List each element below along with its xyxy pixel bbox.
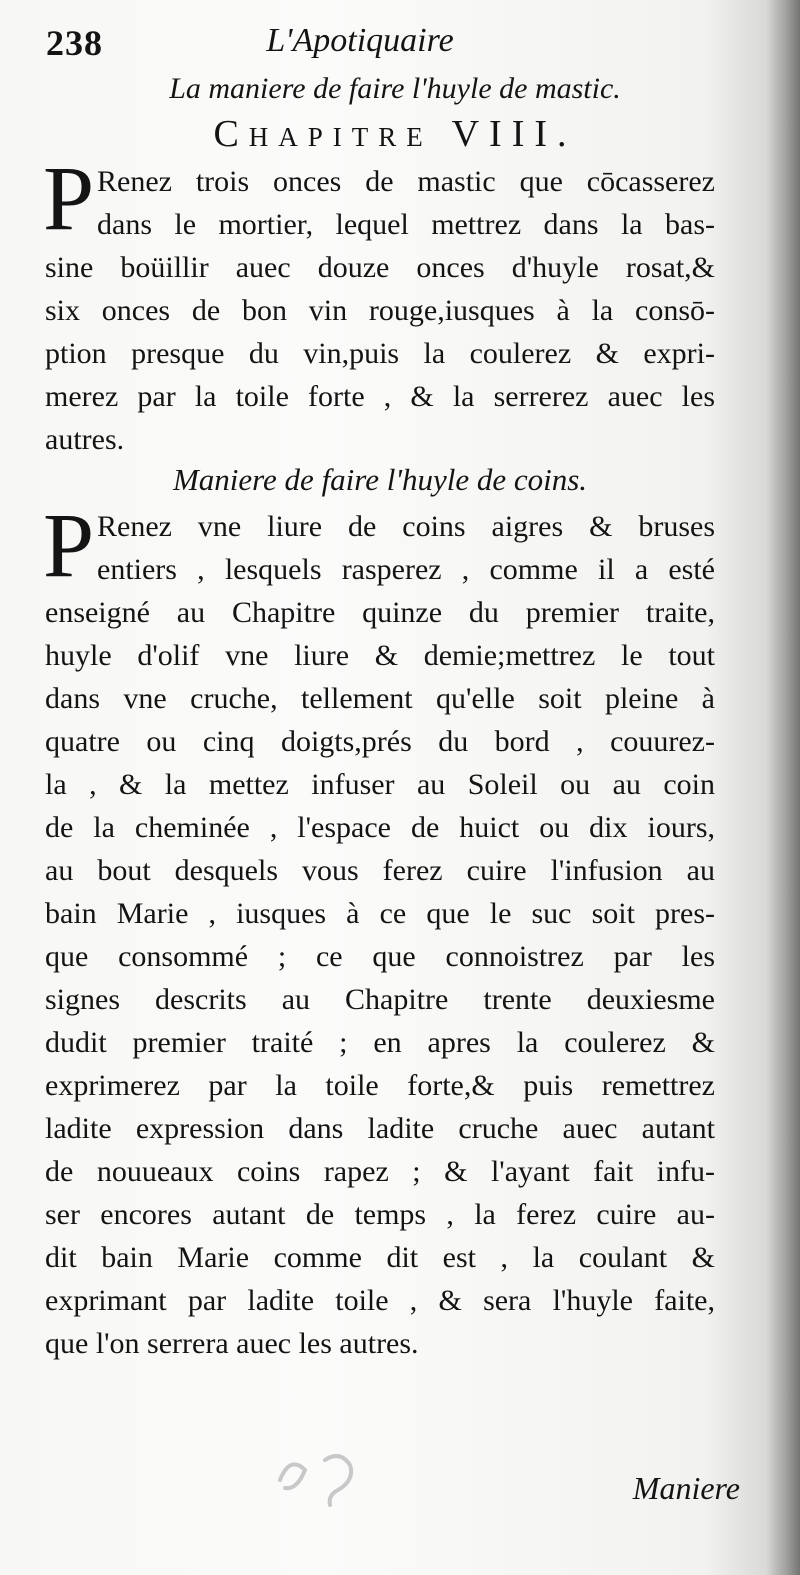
page-header [40,22,740,72]
text-line: ladite expression dans ladite cruche auec autant [45,1112,715,1145]
text-line: que l'on serrera auec les autres. [45,1327,419,1360]
page-number: 238 [46,23,103,63]
text-line: ser encores autant de temps , la ferez cuire au- [45,1198,715,1231]
text-line: Renez trois onces de mastic que cōcasserez [97,165,715,198]
text-line: quatre ou cinq doigts,prés du bord , couurez- [45,725,715,758]
drop-cap: P [43,147,95,249]
text-line: signes descrits au Chapitre trente deuxiesme [45,983,715,1016]
page-edge-shadow [766,0,800,1575]
text-line: entiers , lesquels rasperez , comme il a esté [97,553,715,586]
text-line: sine boüillir auec douze onces d'huyle rosat,& [45,251,715,284]
text-line: exprimant par ladite toile , & sera l'huyle faite, [45,1284,715,1317]
text-line: six onces de bon vin rouge,iusques à la consō- [45,294,715,327]
text-line: ption presque du vin,puis la coulerez & expri- [45,337,715,370]
text-line: enseigné au Chapitre quinze du premier traite, [45,596,715,629]
text-line: de nouueaux coins rapez ; & l'ayant fait infu- [45,1155,715,1188]
text-line: dudit premier traité ; en apres la coulerez & [45,1026,715,1059]
drop-cap: P [43,494,95,596]
text-line: dans vne cruche, tellement qu'elle soit pleine à [45,682,715,715]
text-line: que consommé ; ce que connoistrez par les [45,940,715,973]
paragraph-coins [43,494,715,1365]
text-line: la , & la mettez infuser au Soleil ou au coin [45,768,715,801]
subheading-coins: Maniere de faire l'huyle de coins. [172,462,588,497]
catchword: Maniere [632,1470,740,1506]
text-line: dit bain Marie comme dit est , la coulant & [45,1241,715,1274]
text-line: huyle d'olif vne liure & demie;mettrez le tout [45,639,715,672]
text-line: Renez vne liure de coins aigres & bruses [97,510,715,543]
ink-smudge-mark [270,1440,380,1510]
text-line: merez par la toile forte , & la serrerez auec les [45,380,715,413]
text-line: autres. [45,423,125,456]
text-line: bain Marie , iusques à ce que le suc soit pres- [45,897,715,930]
chapter-heading: Chapitre VIII. [213,113,577,155]
paragraph-mastic [43,147,715,461]
section-caption: La maniere de faire l'huyle de mastic. [169,72,621,105]
running-title: L'Apotiquaire [266,22,454,59]
text-line: au bout desquels vous ferez cuire l'infusion au [45,854,715,887]
text-line: de la cheminée , l'espace de huict ou dix iours, [45,811,715,844]
text-line: dans le mortier, lequel mettrez dans la bas- [97,208,715,241]
text-line: exprimerez par la toile forte,& puis remettrez [45,1069,715,1102]
